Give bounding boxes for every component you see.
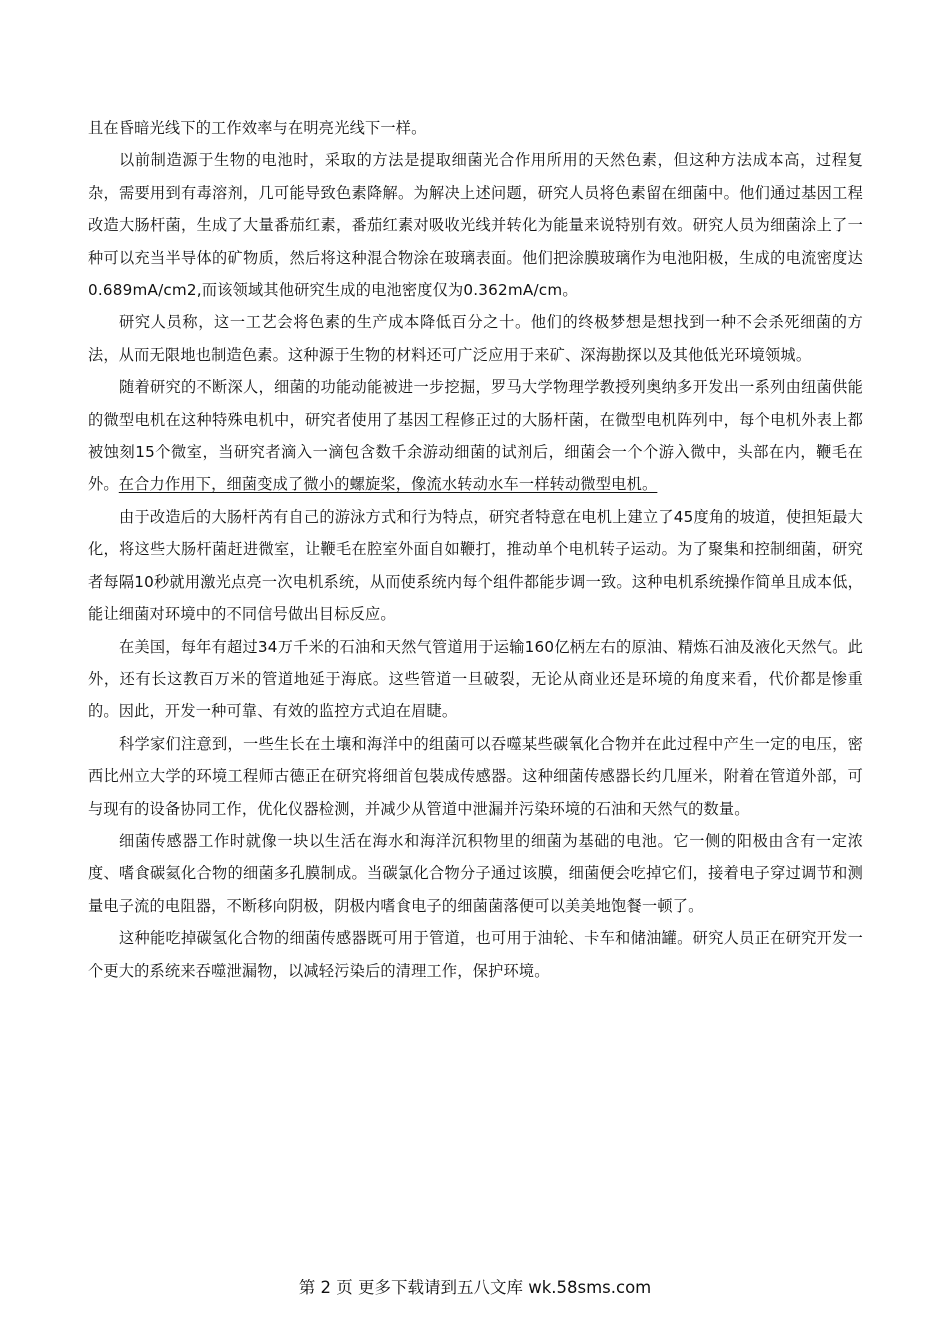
paragraph-2: 以前制造源于生物的电池时，采取的方法是提取细菌光合作用所用的天然色素，但这种方法成本高，过程复杂，需要用到有毒溶剂，几可能导致色素降解。为解决上述问题，研究人员将色素留在细菌中。他们通过基因工程改造大肠杆菌，生成了大量番茄红素，番茄红素对吸收光线并转化为能量来说特别有效。研究人员为细菌涂上了一种可以充当半导体的矿物质，然后将这种混合物涂在玻璃表面。他们把涂膜玻璃作为电池阳极，生成的电流密度达0.689mA/cm2,而该领域其他研究生成的电池密度仅为0.362mA/cm。 — [88, 151, 863, 300]
paragraph-4-text: 随着研究的不断深人，细菌的功能动能被进一步挖掘，罗马大学物理学教授列奥纳多开发出一系列由纽菌供能的微型电机在这种特殊电机中，研究者使用了基因工程修正过的大肠杆菌，在微型电机阵列中，每个电机外表上都被蚀刻15个微室，当研究者滴入一滴包含数千余游动细菌的试剂后，细菌会一个个游入微中，头部在内，鞭毛在外。 — [88, 378, 863, 494]
paragraph-5: 由于改造后的大肠杆芮有自己的游泳方式和行为特点，研究者特意在电机上建立了45度角的坡道，使担矩最大化，将这些大肠杆菌赶进微室，让鞭毛在腔室外面自如鞭打，推动单个电机转子运动。为了聚集和控制细菌，研究者每隔10秒就用激光点亮一次电机系统，从而使系统内每个组件都能步调一致。这种电机系统操作简单且成本低，能让细菌对环境中的不同信号做出目标反应。 — [88, 507, 863, 624]
paragraph-9: 这种能吃掉碳氢化合物的细菌传感器既可用于管道，也可用于油轮、卡车和储油罐。研究人员正在研究开发一个更大的系统来吞噬泄漏物，以减轻污染后的清理工作，保护环境。 — [88, 929, 863, 980]
paragraph-6: 在美国，每年有超过34万千米的石油和天然气管道用于运输160亿柄左右的原油、精炼石油及液化天然气。此外，还有长这教百万米的管道地延于海底。这些管道一旦破裂，无论从商业还是环境的角度来看，代价都是惨重的。因此，开发一种可靠、有效的监控方式迫在眉睫。 — [88, 637, 863, 721]
paragraph-4 — [88, 371, 863, 501]
page-footer: 第 2 页 更多下载请到五八文库 wk.58sms.com — [298, 1278, 652, 1297]
paragraph-7: 科学家们注意到，一些生长在土壤和海洋中的组菌可以吞噬某些碳氧化合物并在此过程中产生一定的电压，密西比州立大学的环境工程师古德正在研究将细首包裝成传感器。这种细菌传感器长约几厘米，附着在管道外部，可与现有的设备协同工作，优化仪器检测，并减少从管道中泄漏并污染环境的石油和天然气的数量。 — [88, 734, 863, 818]
paragraph-4-underlined-sentence: 在合力作用下，细菌变成了微小的螺旋桨，像流水转动水车一样转动微型电机。 — [118, 475, 658, 494]
paragraph-3: 研究人员称，这一工艺会将色素的生产成本降低百分之十。他们的终极梦想是想找到一种不会杀死细菌的方法，从而无限地也制造色素。这种源于生物的材料还可广泛应用于来矿、深海勘探以及其他低光环境领城。 — [88, 313, 863, 364]
paragraph-8: 细菌传感器工作时就像一块以生活在海水和海洋沉积物里的细菌为基础的电池。它一侧的阳极由含有一定浓度、嗜食碳氦化合物的细菌多孔膜制成。当碳氯化合物分子通过该膜，细菌便会吃掉它们，接着电子穿过调节和测量电子流的电阻器，不断移向阴极，阴极内嗜食电子的细菌菌落便可以美美地饱餐一顿了。 — [88, 831, 863, 915]
article-body — [88, 112, 863, 987]
paragraph-1: 且在昏暗光线下的工作效率与在明亮光线下一样。 — [88, 119, 427, 137]
